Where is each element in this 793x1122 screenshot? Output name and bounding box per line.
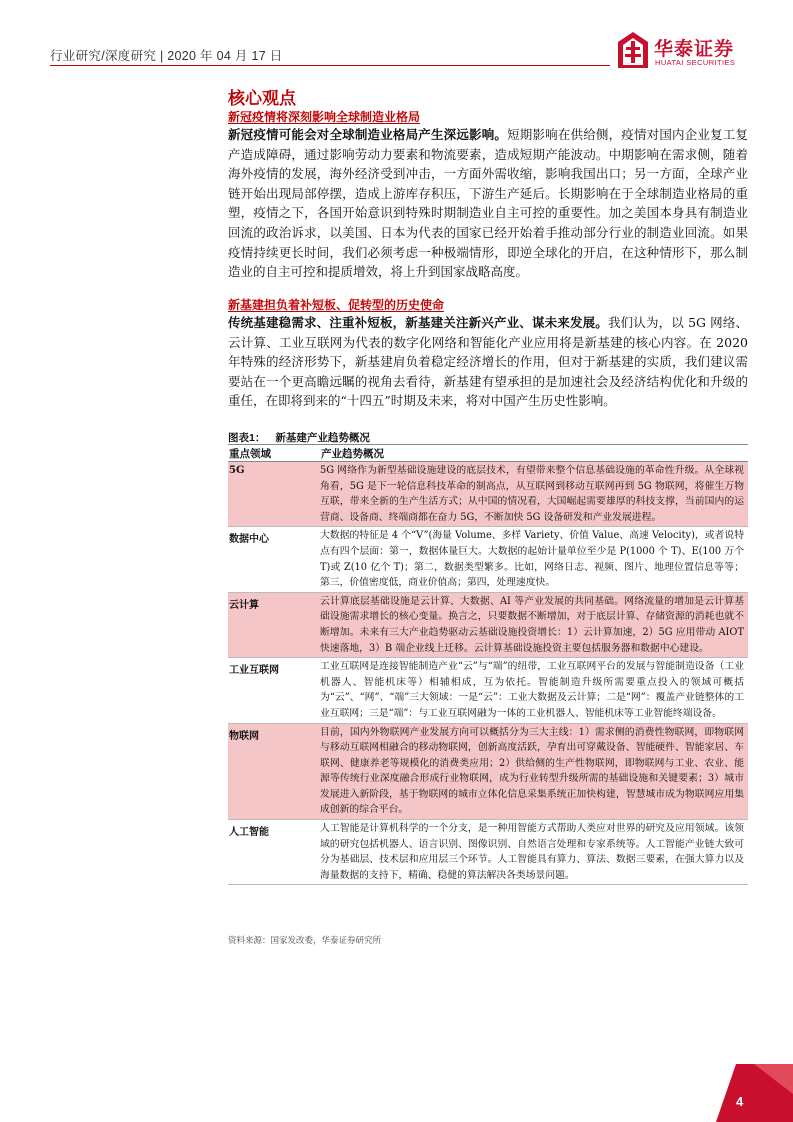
row-desc: 目前，国内外物联网产业发展方向可以概括分为三大主线：1）需求侧的消费性物联网，即物联网与移动互联网相融合的移动物联网，创新高度活跃，孕育出可穿戴设备、智能硬件、智能家居、车联网、健康养老等规模化的消费类应用；2）供给侧的生产性物联网，即物联网与工业、农业、能源等传统行业深度融合形成行业物联网，成为行业转型升级所需的基础设施和关键要素；3）城市发展进入新阶段，基于物联网的城市立体化信息采集系统正加快构建，智慧城市成为物联网应用集成创新的综合平台。 — [320, 726, 744, 816]
row-desc: 工业互联网是连接智能制造产业“云”与“端”的纽带，工业互联网平台的发展与智能制造设备（工业机器人、智能机床等）相辅相成，互为依托。智能制造升级所需要重点投入的领域可概括为“云”、“网”、“端”三大领域：一是“云”：工业大数据及云计算；二是“网”：覆盖产业链整体的工业互联网；三是“端”：与工业互联网融为一体的工业机器人、智能机床等工业智能终端设备。 — [320, 661, 744, 719]
huatai-logo-icon — [618, 32, 648, 68]
page-number: 4 — [736, 1094, 744, 1109]
table-row — [228, 527, 748, 592]
paragraph-new-infra-body: 我们认为，以 5G 网络、云计算、工业互联网为代表的数字化网络和智能化产业应用将是新基建的核心内容。在 2020 年特殊的经济形势下，新基建肩负着稳定经济增长的作用，但对于新基建的实质，我们建议需要站在一个更高瞻远瞩的视角去看待，新基建有望承担的是加速社会及经济结构优化和升级的重任，在即将到来的“十四五”时期及未来，将对中国产生历史性影响。 — [228, 315, 748, 409]
header-divider — [50, 65, 610, 66]
table-row — [228, 658, 748, 723]
row-desc: 云计算底层基础设施是云计算、大数据、AI 等产业发展的共同基础。网络流量的增加是云计算基础设施需求增长的核心变量。换言之，只要数据不断增加，对于底层计算、存储资源的消耗也就不断增加。未来有三大产业趋势驱动云基础设施投资增长：1）云计算加速，2）5G 应用带动 AIOT 快速落地，3）B 端企业线上迁移。云计算基础设施投资主要包括服务器和数据中心建设。 — [320, 595, 744, 654]
row-area: 数据中心 — [229, 534, 269, 546]
figure-source: 资料来源：国家发改委，华泰证券研究所 — [228, 936, 382, 946]
row-desc: 人工智能是计算机科学的一个分支，是一种用智能方式帮助人类应对世界的研究及应用领域。该领域的研究包括机器人、语言识别、图像识别、自然语言处理和专家系统等。人工智能产业链大致可分为基础层、技术层和应用层三个环节。人工智能具有算力、算法、数据三要素，在强大算力以及海量数据的支持下，精确、稳健的算法解决各类场景问题。 — [320, 823, 744, 881]
figure-number: 图表1： — [228, 432, 266, 444]
row-desc: 5G 网络作为新型基础设施建设的底层技术，有望带来整个信息基础设施的革命性升级。从全球视角看，5G 是下一轮信息科技革命的制高点，从互联网到移动互联网再到 5G 物联网，将催生万物互联，带来全新的生产生活方式；从中国的情况看，大国崛起需要雄厚的科技支撑，当前国内的运营商、设备商、终端商都在奋力 5G，不断加快 5G 设备研发和产业发展进程。 — [320, 465, 744, 523]
table-row — [228, 724, 748, 821]
logo-text-cn: 华泰证券 — [654, 39, 735, 60]
figure-caption: 新基建产业趋势概况 — [275, 432, 370, 444]
logo-text-en: HUATAI SECURITIES — [655, 58, 736, 67]
paragraph-new-infra-lead: 传统基建稳需求、注重补短板，新基建关注新兴产业、谋未来发展。 — [228, 315, 608, 330]
table-row — [228, 820, 748, 885]
row-area: 云计算 — [229, 599, 259, 611]
column-header-area: 重点领域 — [229, 447, 271, 460]
table-row — [228, 462, 748, 527]
paragraph-covid-lead: 新冠疫情可能会对全球制造业格局产生深远影响。 — [228, 127, 508, 142]
column-header-trend: 产业趋势概况 — [321, 447, 384, 460]
row-area: 5G — [229, 465, 245, 476]
table-header — [228, 445, 748, 462]
row-area: 工业互联网 — [229, 665, 279, 677]
new-infra-table — [228, 445, 748, 885]
section-title: 核心观点 — [228, 89, 296, 109]
page-corner-decoration — [716, 1064, 793, 1122]
breadcrumb: 行业研究/深度研究 | 2020 年 04 月 17 日 — [50, 49, 283, 63]
figure-title — [228, 430, 370, 445]
paragraph-new-infra — [228, 313, 748, 411]
paragraph-covid-body: 短期影响在供给侧，疫情对国内企业复工复产造成障碍，通过影响劳动力要素和物流要素，造成短期产能波动。中期影响在需求侧，随着海外疫情的发展，海外经济受到冲击，一方面外需收缩，影响我国出口；另一方面，全球产业链开始出现局部停摆，造成上游库存积压，下游生产延后。长期影响在于全球制造业格局的重塑，疫情之下，各国开始意识到特殊时期制造业自主可控的重要性。加之美国本身具有制造业回流的政治诉求，以美国、日本为代表的国家已经开始着手推动部分行业的制造业回流。如果疫情持续更长时间，我们必须考虑一种极端情形，即逆全球化的开启，在这种情形下，那么制造业的自主可控和提质增效，将上升到国家战略高度。 — [228, 127, 748, 280]
paragraph-covid-impact — [228, 125, 748, 282]
table-row — [228, 593, 748, 658]
row-area: 人工智能 — [229, 827, 269, 839]
subheading-covid: 新冠疫情将深刻影响全球制造业格局 — [228, 110, 421, 124]
row-desc: 大数据的特征是 4 个“V”(海量 Volume、多样 Variety、价值 Value、高速 Velocity)，或者说特点有四个层面：第一，数据体量巨大。大数据的起始计量单位至少是 P(1000 个 T)、E(100 万个 T)或 Z(10 亿个 T)；第二，数据类型繁多。比如，网络日志、视频、图片、地理位置信息等等；第三，价值密度低，商业价值高；第四，处理速度快。 — [320, 530, 744, 589]
subheading-new-infra: 新基建担负着补短板、促转型的历史使命 — [228, 298, 445, 312]
row-area: 物联网 — [229, 730, 259, 742]
